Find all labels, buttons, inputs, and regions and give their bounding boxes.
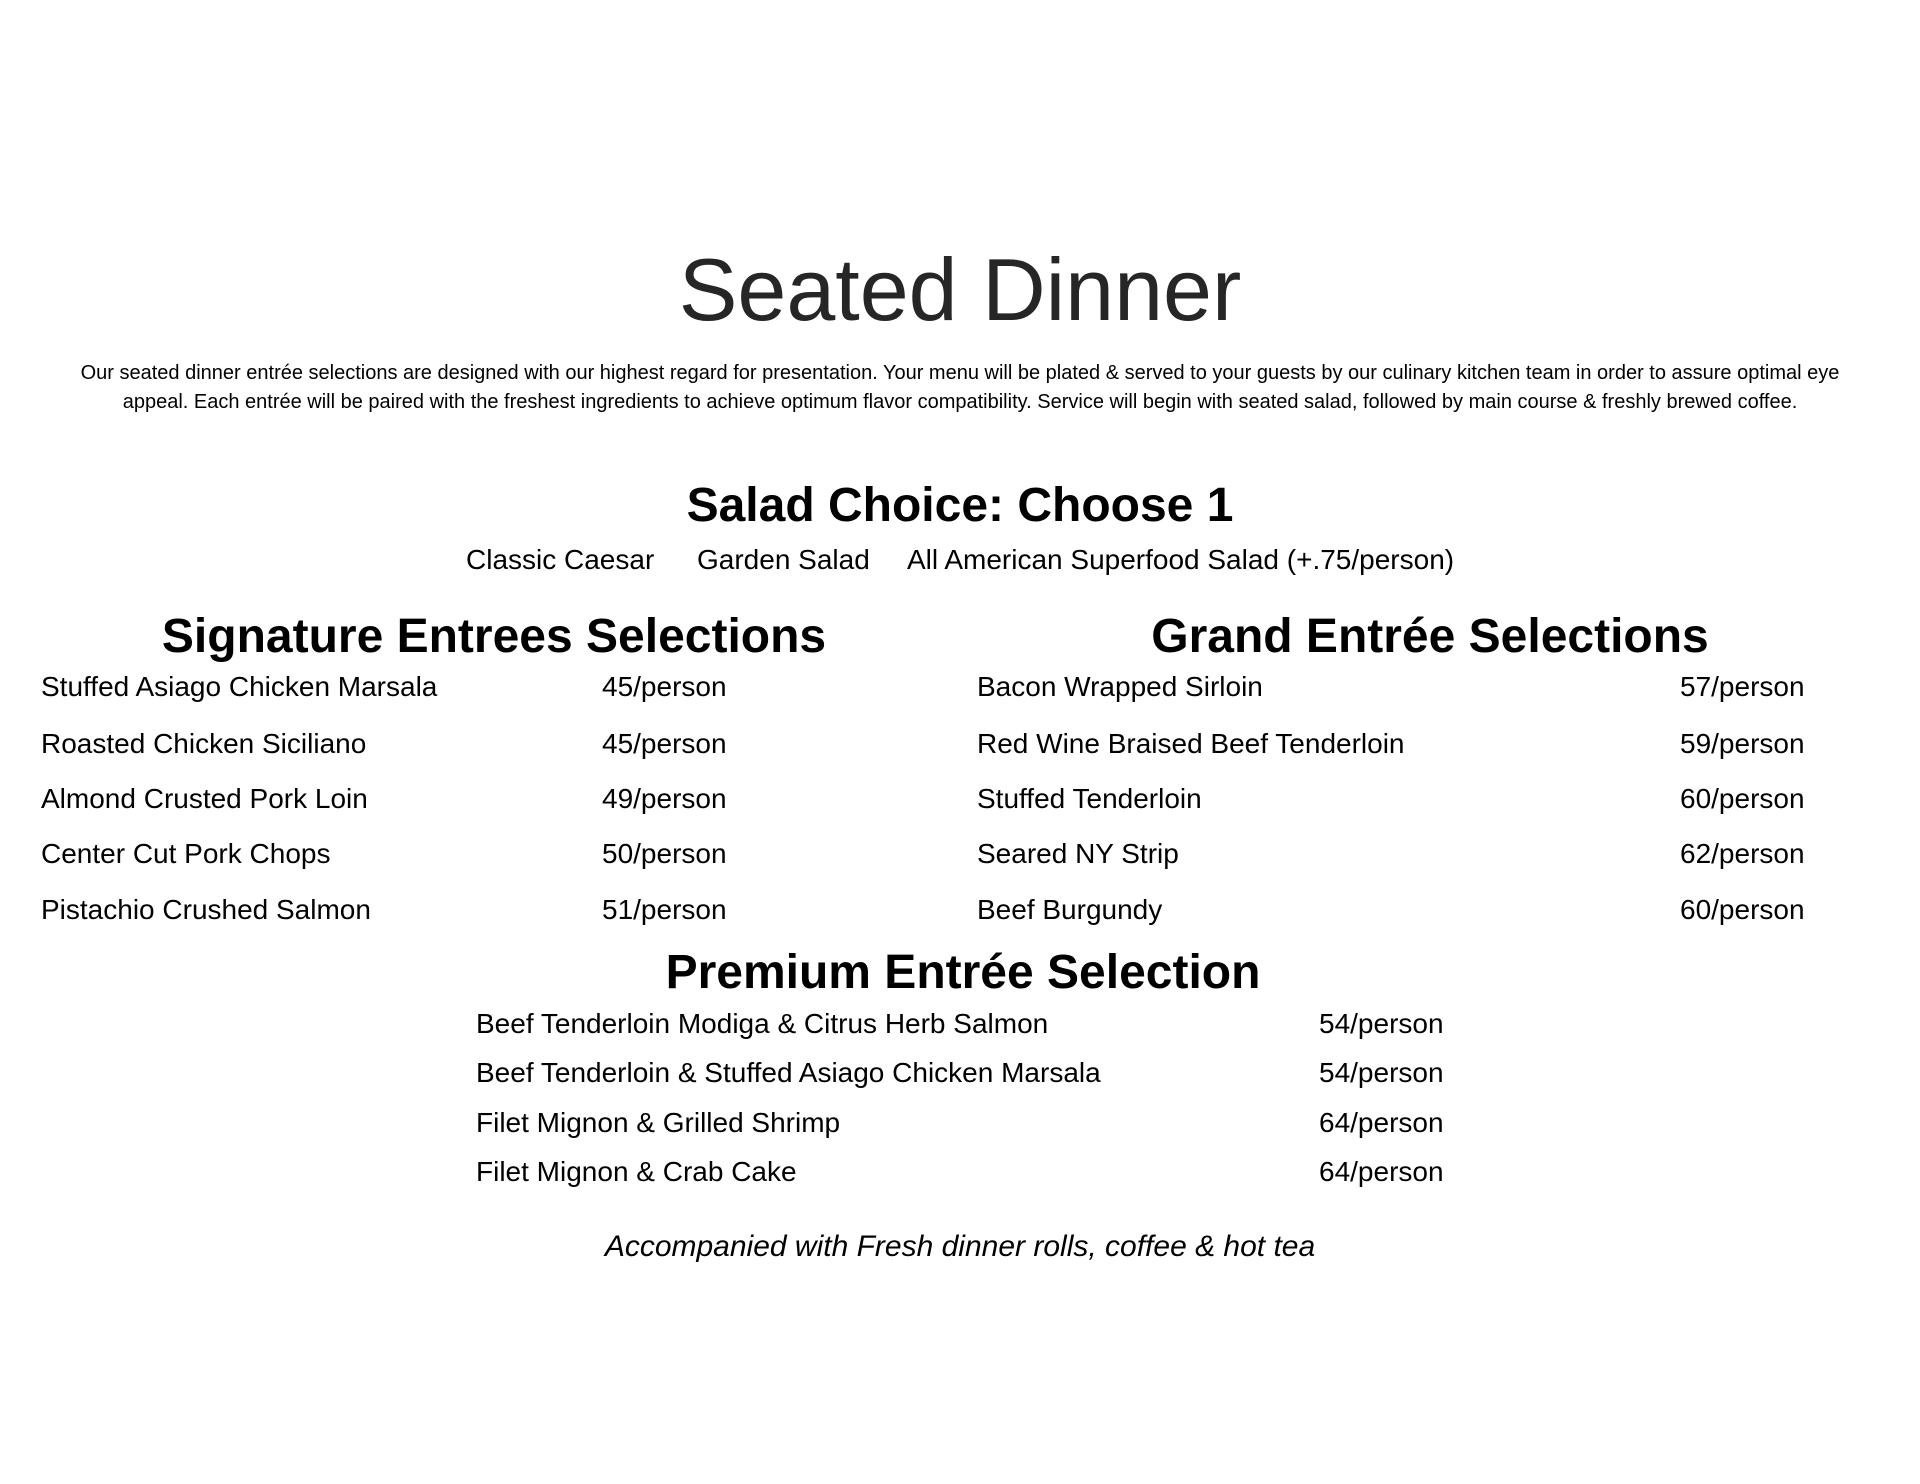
grand-item-price: 60/person (1680, 783, 1805, 814)
grand-item-name: Stuffed Tenderloin (977, 783, 1202, 814)
signature-item-name: Pistachio Crushed Salmon (41, 894, 371, 925)
signature-item-name: Almond Crusted Pork Loin (41, 783, 368, 814)
salad-heading: Salad Choice: Choose 1 (686, 479, 1234, 532)
grand-item-name: Beef Burgundy (977, 894, 1163, 925)
intro-paragraph: Our seated dinner entrée selections are designed with our highest regard for presentation. Your menu will be plated & served to your guests by our culinary kitchen team in order to assure optimal eye appeal. Each entrée will be paired with the freshest ingredients to achieve optimum flavor compatibility. Service will begin with seated salad, followed by main course & freshly brewed coffee. (80, 362, 1840, 413)
grand-heading: Grand Entrée Selections (1151, 610, 1709, 663)
grand-item-name: Seared NY Strip (977, 838, 1179, 869)
signature-item-price: 51/person (602, 894, 727, 925)
signature-item-name: Roasted Chicken Siciliano (41, 728, 367, 759)
premium-item-price: 64/person (1319, 1107, 1444, 1138)
signature-item-name: Stuffed Asiago Chicken Marsala (41, 671, 438, 702)
grand-item-price: 60/person (1680, 894, 1805, 925)
signature-item-price: 49/person (602, 783, 727, 814)
signature-item-price: 45/person (602, 728, 727, 759)
salad-option-garden-salad: Garden Salad (697, 544, 870, 575)
grand-item-price: 59/person (1680, 728, 1805, 759)
page-title: Seated Dinner (678, 240, 1242, 339)
grand-item-price: 57/person (1680, 671, 1805, 702)
signature-item-price: 45/person (602, 671, 727, 702)
signature-item-price: 50/person (602, 838, 727, 869)
premium-heading: Premium Entrée Selection (665, 946, 1261, 999)
premium-item-name: Filet Mignon & Grilled Shrimp (476, 1107, 841, 1138)
premium-item-name: Beef Tenderloin Modiga & Citrus Herb Salmon (476, 1008, 1049, 1039)
premium-item-price: 64/person (1319, 1156, 1444, 1187)
grand-item-name: Red Wine Braised Beef Tenderloin (977, 728, 1405, 759)
signature-item-name: Center Cut Pork Chops (41, 838, 331, 869)
signature-heading: Signature Entrees Selections (161, 610, 827, 663)
grand-item-price: 62/person (1680, 838, 1805, 869)
premium-item-price: 54/person (1319, 1057, 1444, 1088)
salad-option-classic-caesar: Classic Caesar (466, 544, 655, 575)
premium-item-name: Beef Tenderloin & Stuffed Asiago Chicken Marsala (476, 1057, 1101, 1088)
grand-item-name: Bacon Wrapped Sirloin (977, 671, 1263, 702)
premium-item-name: Filet Mignon & Crab Cake (476, 1156, 797, 1187)
salad-options (0, 540, 1920, 580)
premium-item-price: 54/person (1319, 1008, 1444, 1039)
footer-note: Accompanied with Fresh dinner rolls, coffee & hot tea (604, 1230, 1316, 1263)
salad-option-superfood-salad: All American Superfood Salad (+.75/person) (907, 544, 1455, 575)
